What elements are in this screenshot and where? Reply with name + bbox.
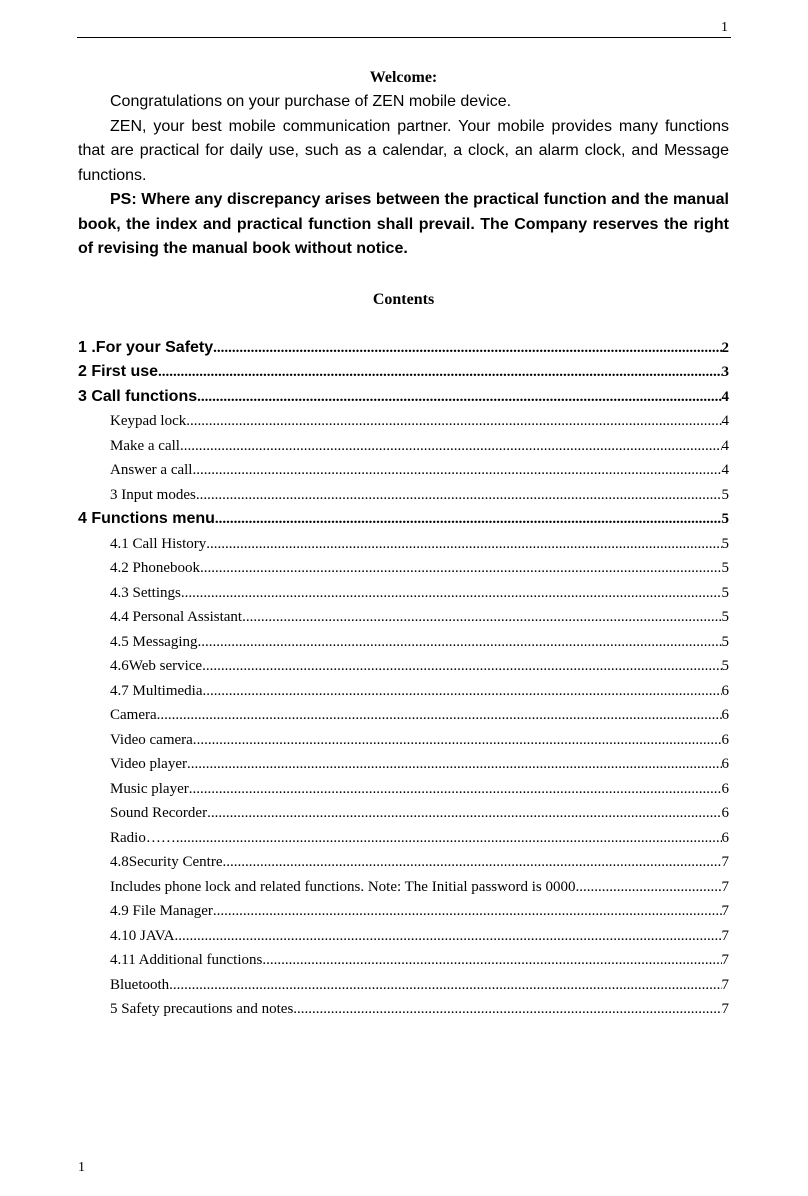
toc-leader-dots bbox=[174, 924, 721, 949]
toc-leader-dots bbox=[242, 605, 721, 630]
toc-leader-dots bbox=[180, 434, 722, 459]
toc-entry-page: 5 bbox=[721, 486, 729, 503]
toc-entry-label: Includes phone lock and related functions. Note: The Initial password is 0000. bbox=[110, 878, 580, 895]
toc-leader-dots bbox=[262, 948, 721, 973]
toc-entry[interactable] bbox=[78, 948, 729, 973]
toc-entry-label: 4.11 Additional functions bbox=[110, 952, 263, 968]
toc-entry-label: 5 Safety precautions and notes bbox=[110, 1001, 294, 1017]
toc-entry[interactable] bbox=[78, 679, 729, 704]
toc-entry-label: Sound Recorder bbox=[110, 805, 208, 821]
toc-entry[interactable] bbox=[78, 336, 729, 361]
toc-entry[interactable] bbox=[78, 385, 729, 410]
toc-entry-page: 5 bbox=[721, 658, 729, 674]
toc-entry-page: 6 bbox=[721, 805, 729, 821]
toc-entry-label: Music player bbox=[110, 780, 189, 797]
toc-entry-page: 4 bbox=[721, 388, 729, 405]
toc-entry-label: 4.4 Personal Assistant bbox=[110, 609, 243, 625]
header-page-number: 1 bbox=[721, 20, 728, 35]
toc-entry[interactable] bbox=[78, 434, 729, 459]
toc-entry-label: 4.7 Multimedia.. bbox=[110, 682, 210, 699]
toc-entry[interactable] bbox=[78, 997, 729, 1022]
toc-entry-label: 3 Input modes bbox=[110, 486, 196, 503]
toc-leader-dots bbox=[186, 409, 721, 434]
toc-entry[interactable] bbox=[78, 752, 729, 777]
toc-leader-dots bbox=[202, 654, 721, 679]
toc-leader-dots bbox=[196, 483, 722, 508]
toc-entry-label: 4.8Security Centre bbox=[110, 854, 223, 870]
toc-entry[interactable] bbox=[78, 532, 729, 557]
toc-entry-page: 5 bbox=[721, 633, 729, 650]
welcome-paragraph-intro: ZEN, your best mobile communication partner. Your mobile provides many functions that are practical for daily use, such as a calendar, a clock, an alarm clock, and Message functions. bbox=[78, 117, 729, 184]
toc-entry-label: 4.6Web service bbox=[110, 658, 203, 674]
welcome-paragraph-disclaimer: PS: Where any discrepancy arises between the practical function and the manual book, the index and practical function shall prevail. The Company reserves the right of revising the manual book without notice. bbox=[78, 191, 729, 257]
toc-entry[interactable] bbox=[78, 630, 729, 655]
toc-entry[interactable] bbox=[78, 801, 729, 826]
document-body bbox=[78, 66, 729, 1022]
toc-entry-page: 7 bbox=[721, 903, 729, 919]
toc-entry-page: 2 bbox=[721, 339, 729, 356]
toc-entry-label: 4.9 File Manager bbox=[110, 903, 213, 919]
toc-entry[interactable] bbox=[78, 973, 729, 998]
toc-entry-label: Keypad lock bbox=[110, 413, 187, 429]
contents-title: Contents bbox=[372, 290, 435, 308]
toc-entry-page: 5 bbox=[721, 511, 729, 527]
toc-entry[interactable] bbox=[78, 483, 729, 508]
toc-entry-label: 4.3 Settings bbox=[110, 584, 181, 601]
toc-entry-label: Camera bbox=[110, 707, 157, 723]
toc-leader-dots bbox=[198, 630, 722, 655]
toc-leader-dots bbox=[210, 679, 722, 704]
toc-leader-dots bbox=[192, 458, 721, 483]
toc-entry[interactable] bbox=[78, 556, 729, 581]
toc-entry-page: 4 bbox=[721, 413, 729, 429]
toc-leader-dots bbox=[181, 581, 722, 606]
toc-leader-dots bbox=[197, 728, 722, 753]
toc-entry-label: Bluetooth bbox=[110, 976, 170, 993]
toc-leader-dots bbox=[169, 973, 721, 998]
toc-entry-label: Answer a call bbox=[110, 462, 193, 478]
toc-entry-label: 2 First use bbox=[78, 363, 159, 380]
toc-entry[interactable] bbox=[78, 360, 729, 385]
welcome-title: Welcome: bbox=[369, 69, 438, 86]
toc-entry-label: Radio…… bbox=[110, 829, 176, 846]
toc-entry-label: Video camera. bbox=[110, 731, 197, 748]
toc-leader-dots bbox=[579, 875, 721, 900]
toc-entry-label: 4.2 Phonebook bbox=[110, 560, 200, 576]
toc-leader-dots bbox=[157, 703, 722, 728]
toc-entry[interactable] bbox=[78, 875, 729, 900]
toc-entry-page: 7 bbox=[721, 878, 729, 895]
toc-entry-page: 5 bbox=[721, 535, 729, 552]
toc-leader-dots bbox=[213, 336, 721, 361]
toc-entry[interactable] bbox=[78, 826, 729, 851]
toc-entry-page: 6 bbox=[721, 707, 729, 723]
toc-leader-dots bbox=[207, 801, 721, 826]
toc-entry-page: 6 bbox=[721, 829, 729, 846]
toc-leader-dots bbox=[293, 997, 721, 1022]
toc-entry-label: 1 .For your Safety bbox=[78, 338, 214, 356]
toc-entry-page: 7 bbox=[721, 927, 729, 944]
toc-entry-label: Video player bbox=[110, 756, 187, 772]
toc-entry-page: 4 bbox=[721, 437, 729, 454]
toc-entry[interactable] bbox=[78, 924, 729, 949]
toc-entry-label: 3 Call functions bbox=[78, 387, 198, 405]
toc-leader-dots bbox=[215, 507, 722, 532]
toc-entry[interactable] bbox=[78, 581, 729, 606]
toc-entry-page: 5 bbox=[721, 609, 729, 625]
toc-entry-page: 7 bbox=[721, 976, 729, 993]
toc-entry-label: 4.10 JAVA bbox=[110, 927, 175, 944]
toc-entry-page: 6 bbox=[721, 780, 729, 797]
toc-leader-dots bbox=[222, 850, 721, 875]
toc-entry-page: 7 bbox=[721, 952, 729, 968]
toc-entry[interactable] bbox=[78, 507, 729, 532]
toc-entry[interactable] bbox=[78, 899, 729, 924]
toc-entry-label: 4.5 Messaging bbox=[110, 633, 198, 650]
toc-entry-label: Make a call bbox=[110, 437, 180, 454]
toc-leader-dots bbox=[200, 556, 722, 581]
toc-leader-dots bbox=[187, 752, 722, 777]
toc-entry[interactable] bbox=[78, 654, 729, 679]
toc-entry-page: 4 bbox=[721, 462, 729, 478]
toc-entry[interactable] bbox=[78, 777, 729, 802]
toc-entry-page: 5 bbox=[721, 560, 729, 576]
toc-entry[interactable] bbox=[78, 703, 729, 728]
toc-entry[interactable] bbox=[78, 850, 729, 875]
toc-entry-label: 4.1 Call History bbox=[110, 535, 207, 552]
toc-leader-dots bbox=[176, 826, 722, 851]
toc-entry[interactable] bbox=[78, 409, 729, 434]
toc-entry-page: 7 bbox=[721, 1001, 729, 1017]
toc-entry[interactable] bbox=[78, 728, 729, 753]
toc-entry-label: 4 Functions menu bbox=[78, 510, 215, 527]
toc-leader-dots bbox=[197, 385, 721, 410]
toc-entry-page: 3 bbox=[721, 364, 729, 380]
toc-leader-dots bbox=[189, 777, 722, 802]
table-of-contents bbox=[78, 336, 729, 1022]
toc-entry-page: 6 bbox=[721, 682, 729, 699]
welcome-paragraph-congratulations: Congratulations on your purchase of ZEN mobile device. bbox=[110, 93, 512, 110]
toc-entry-page: 5 bbox=[721, 584, 729, 601]
toc-entry-page: 6 bbox=[721, 756, 729, 772]
toc-leader-dots bbox=[206, 532, 721, 557]
footer-page-number: 1 bbox=[78, 1160, 85, 1175]
header-divider bbox=[77, 37, 731, 38]
toc-entry[interactable] bbox=[78, 605, 729, 630]
toc-leader-dots bbox=[213, 899, 722, 924]
toc-leader-dots bbox=[158, 360, 721, 385]
toc-entry[interactable] bbox=[78, 458, 729, 483]
toc-entry-page: 7 bbox=[721, 854, 729, 870]
toc-entry-page: 6 bbox=[721, 731, 729, 748]
